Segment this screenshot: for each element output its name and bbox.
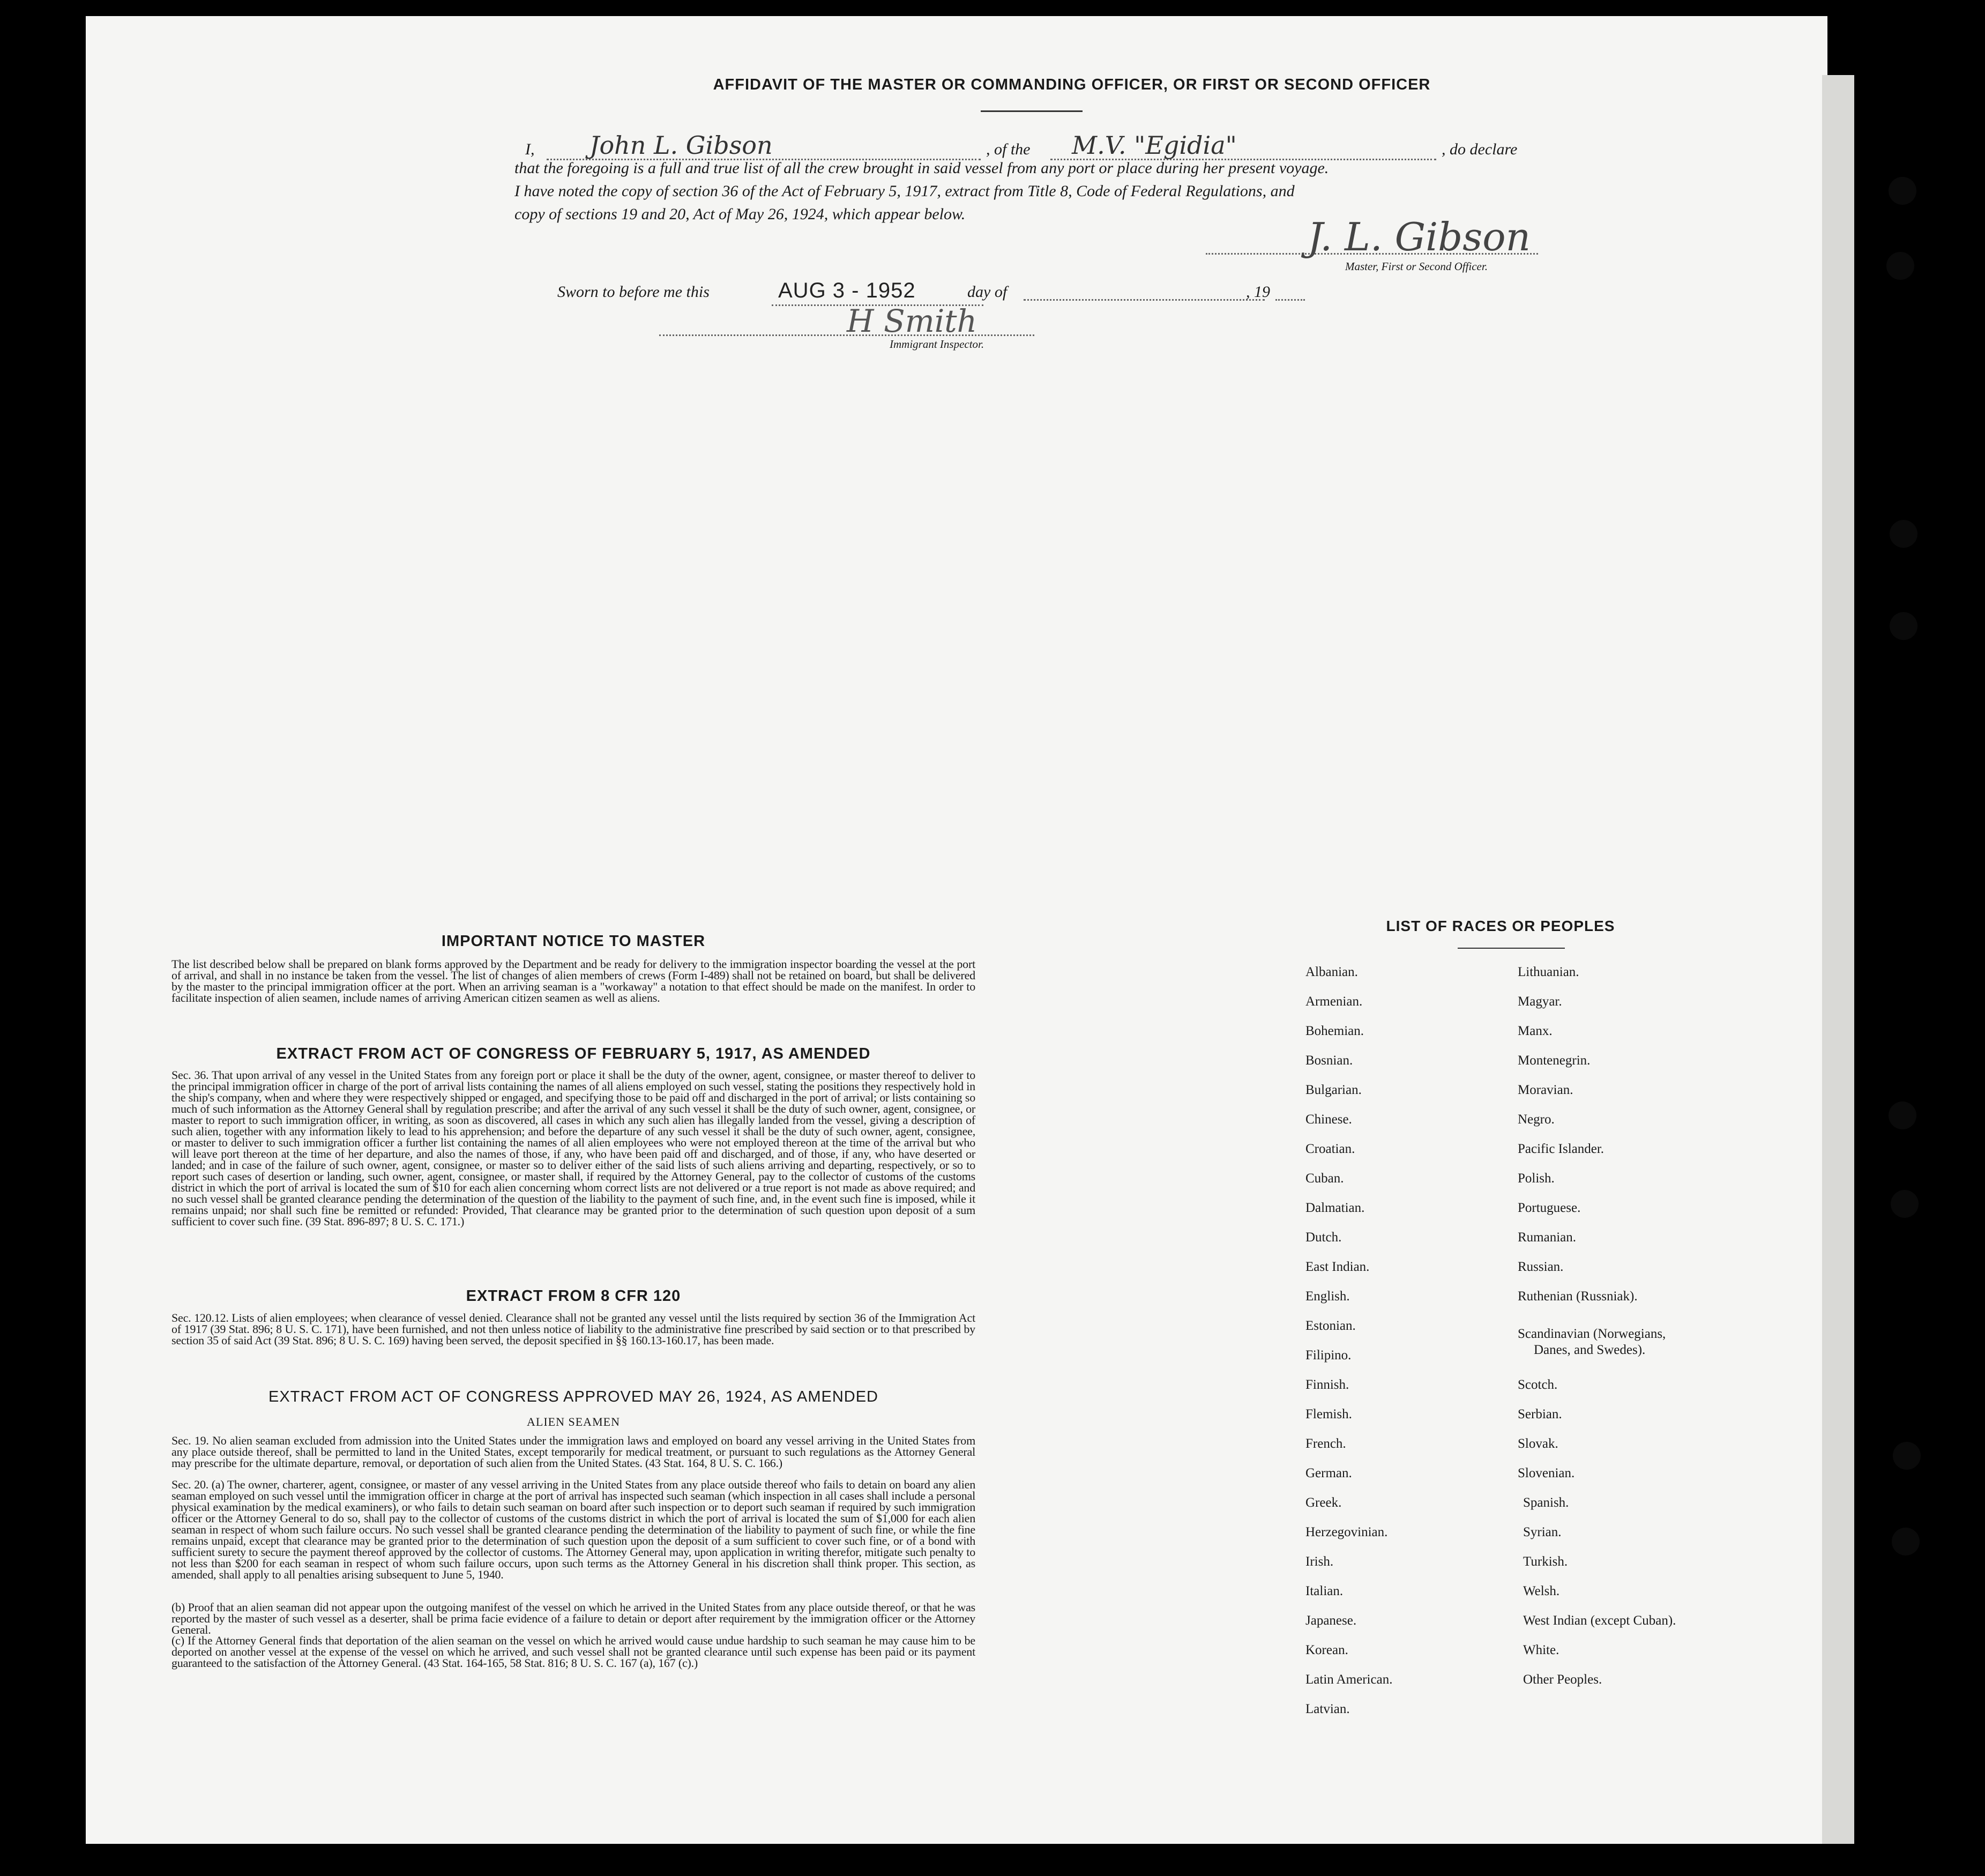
race-left-19: Greek. bbox=[1305, 1495, 1342, 1510]
punch-hole-8 bbox=[1892, 1528, 1920, 1555]
race-right-9: Portuguese. bbox=[1518, 1201, 1581, 1215]
race-left-2: Armenian. bbox=[1305, 994, 1363, 1009]
master-signature: J. L. Gibson bbox=[1308, 214, 1531, 259]
race-left-26: Latvian. bbox=[1305, 1702, 1350, 1716]
race-left-24: Korean. bbox=[1305, 1643, 1348, 1657]
race-right-24: White. bbox=[1523, 1643, 1559, 1657]
vessel-name-field bbox=[1050, 131, 1436, 160]
vessel-name: M.V. "Egidia" bbox=[1072, 131, 1237, 160]
sec-20b-text: (b) Proof that an alien seaman did not appear upon the outgoing manifest of the vessel on which he arrived in the United States from any place outside thereof, or that he was reported by the master of such vessel as a deserter, shall be prima facie evidence of a failure to detain or deport after requirement by the immigration officer or the Attorney General. bbox=[171, 1600, 975, 1636]
race-right-14: Danes, and Swedes). bbox=[1534, 1343, 1646, 1357]
sec-20c-text: (c) If the Attorney General finds that deportation of the alien seaman on the vessel on which he arrived would cause undue hardship to such seaman he may cause him to be deported on another vessel at the expense of the vessel on which he arrived, and such vessel shall not be granted clearance until such expense has been paid or its payment guaranteed to the satisfaction of the Attorney General. (43 Stat. 164-165, 58 Stat. 816; 8 U. S. C. 167 (a), 167 (c).) bbox=[171, 1634, 975, 1670]
race-right-11: Russian. bbox=[1518, 1260, 1564, 1274]
punch-hole-6 bbox=[1891, 1190, 1919, 1218]
affidavit-line-3: I have noted the copy of section 36 of the Act of February 5, 1917, extract from Title 8, Code of Federal Regulations, and bbox=[514, 182, 1295, 200]
sec-19-text: Sec. 19. No alien seaman excluded from admission into the United States under the immigration laws and employed on board any vessel arriving in the United States from any place outside thereof, shall be permitted to land in the United States, except temporarily for medical treatment, or pursuant to such regulations as the Attorney General may prescribe for the ultimate departure, removal, or deportation of such alien from the United States. (43 Stat. 164, 8 U. S. C. 166.) bbox=[171, 1434, 975, 1470]
affidavit-line-2: that the foregoing is a full and true list of all the crew brought in said vessel from any port or place during her present voyage. bbox=[514, 159, 1329, 177]
punch-hole-5 bbox=[1889, 1101, 1916, 1129]
race-left-15: Finnish. bbox=[1305, 1378, 1349, 1392]
race-left-22: Italian. bbox=[1305, 1584, 1344, 1598]
page-edge bbox=[1822, 75, 1854, 1844]
title-rule bbox=[981, 110, 1083, 112]
race-right-25: Other Peoples. bbox=[1523, 1672, 1602, 1687]
i-label: I, bbox=[525, 140, 535, 158]
race-right-21: Turkish. bbox=[1523, 1554, 1568, 1569]
race-left-9: Dalmatian. bbox=[1305, 1201, 1365, 1215]
race-right-6: Negro. bbox=[1518, 1112, 1555, 1127]
extract-cfr-body: Sec. 120.12. Lists of alien employees; when clearance of vessel denied. Clearance shall not be granted any vessel until the lists required by section 36 of the Immigration Act of 1917 (39 Stat. 896; 8 U. S. C. 171), have been furnished, and not then unless notice of liability to the administrative fine prescribed by said section or to that prescribed by section 35 of said Act (39 Stat. 896; 8 U. S. C. 169) having been served, the deposit specified in §§ 160.13-160.17, has been made. bbox=[171, 1311, 975, 1347]
extract-1917-body: Sec. 36. That upon arrival of any vessel in the United States from any foreign port or place it shall be the duty of the owner, agent, consignee, or master thereof to deliver to the principal immigration officer in charge of the port of arrival lists containing the names of all aliens employed on such vessel, stating the positions they respectively hold in the ship's company, when and where they were respectively shipped or engaged, and specifying those to be paid off and discharged in the port of arrival; or lists containing so much of such information as the Attorney General shall by regulation prescribe; and after the arrival of any such vessel it shall be the duty of such owner, agent, consignee, or master to report to such immigration officer, in writing, as soon as discovered, all cases in which any such alien has illegally landed from the vessel, giving a description of such alien, together with any information likely to lead to his apprehension; and before the departure of any such vessel it shall be the duty of such owner, agent, consignee, or master to deliver to such immigration officer a further list containing the names of all alien employees who were not employed thereon at the time of the arrival but who will leave port thereon at the time of her departure, and also the names of those, if any, who have been paid off and discharged, and of those, if any, who have deserted or landed; and in case of the failure of such owner, agent, consignee, or master so to deliver either of the said lists of such aliens arriving and departing, respectively, or so to report such cases of desertion or landing, such owner, agent, consignee, or master shall, if required by the Attorney General, pay to the collector of customs of the customs district in which the port of arrival is located the sum of $10 for each alien concerning whom correct lists are not delivered or a true report is not made as above required; and no such vessel shall be granted clearance pending the determination of the question of the liability to the payment of such fine, and, in the event such fine is imposed, while it remains unpaid; nor shall such fine be remitted or refunded: Provided, That clearance may be granted prior to the determination of such question upon deposit of a sum sufficient to cover such fine. (39 Stat. 896-897; 8 U. S. C. 171.) bbox=[171, 1068, 975, 1228]
master-signature-caption: Master, First or Second Officer. bbox=[1345, 260, 1488, 273]
sworn-label: Sworn to before me this bbox=[557, 283, 710, 301]
race-left-4: Bosnian. bbox=[1305, 1053, 1353, 1068]
race-left-14: Filipino. bbox=[1305, 1348, 1352, 1363]
year-prefix: , 19 bbox=[1246, 283, 1270, 301]
extract-1924-title: EXTRACT FROM ACT OF CONGRESS APPROVED MAY 26, 1924, AS AMENDED bbox=[268, 1388, 878, 1405]
race-right-17: Slovak. bbox=[1518, 1436, 1558, 1451]
race-left-18: German. bbox=[1305, 1466, 1352, 1480]
race-right-5: Moravian. bbox=[1518, 1083, 1573, 1097]
race-right-13: Scandinavian (Norwegians, bbox=[1518, 1327, 1666, 1341]
race-right-22: Welsh. bbox=[1523, 1584, 1560, 1598]
race-left-13: Estonian. bbox=[1305, 1319, 1356, 1333]
race-right-18: Slovenian. bbox=[1518, 1466, 1575, 1480]
punch-hole-3 bbox=[1890, 520, 1917, 548]
race-right-23: West Indian (except Cuban). bbox=[1523, 1613, 1676, 1628]
affidavit-line-4: copy of sections 19 and 20, Act of May 26, 1924, which appear below. bbox=[514, 205, 966, 223]
race-left-21: Irish. bbox=[1305, 1554, 1334, 1569]
do-declare-label: , do declare bbox=[1442, 140, 1518, 158]
race-left-8: Cuban. bbox=[1305, 1171, 1344, 1186]
race-left-17: French. bbox=[1305, 1436, 1346, 1451]
race-left-5: Bulgarian. bbox=[1305, 1083, 1362, 1097]
race-right-20: Syrian. bbox=[1523, 1525, 1562, 1539]
race-left-6: Chinese. bbox=[1305, 1112, 1352, 1127]
of-the-label: , of the bbox=[986, 140, 1031, 158]
notice-title: IMPORTANT NOTICE TO MASTER bbox=[441, 933, 706, 950]
race-right-15: Scotch. bbox=[1518, 1378, 1558, 1392]
extract-1924-subtitle: ALIEN SEAMEN bbox=[527, 1415, 620, 1428]
race-left-10: Dutch. bbox=[1305, 1230, 1342, 1245]
notice-body: The list described below shall be prepared on blank forms approved by the Department and be ready for delivery to the immigration inspector boarding the vessel at the port of arrival, and shall in no instance be taken from the vessel. The list of changes of alien members of crews (Form I-489) shall not be retained on board, but shall be delivered by the master to the principal immigration officer at the port. When an arriving seaman is a "workaway" a notation to that effect should be made on the manifest. In order to facilitate inspection of alien seamen, include names of arriving American citizen seamen as well as aliens. bbox=[171, 957, 975, 1004]
race-left-3: Bohemian. bbox=[1305, 1024, 1364, 1038]
race-left-25: Latin American. bbox=[1305, 1672, 1393, 1687]
inspector-caption: Immigrant Inspector. bbox=[890, 338, 984, 351]
punch-hole-2 bbox=[1886, 252, 1914, 280]
races-title: LIST OF RACES OR PEOPLES bbox=[1386, 918, 1615, 934]
race-right-19: Spanish. bbox=[1523, 1495, 1569, 1510]
year-field bbox=[1275, 299, 1305, 301]
race-left-20: Herzegovinian. bbox=[1305, 1525, 1388, 1539]
race-right-7: Pacific Islander. bbox=[1518, 1142, 1605, 1156]
master-name-field bbox=[547, 131, 981, 160]
race-right-3: Manx. bbox=[1518, 1024, 1553, 1038]
month-field bbox=[1024, 299, 1265, 301]
race-left-23: Japanese. bbox=[1305, 1613, 1357, 1628]
race-right-10: Rumanian. bbox=[1518, 1230, 1577, 1245]
master-name: John L. Gibson bbox=[589, 131, 773, 160]
race-right-8: Polish. bbox=[1518, 1171, 1555, 1186]
race-right-2: Magyar. bbox=[1518, 994, 1562, 1009]
race-right-4: Montenegrin. bbox=[1518, 1053, 1591, 1068]
sworn-date-field bbox=[772, 279, 983, 306]
punch-hole-1 bbox=[1889, 177, 1916, 205]
race-left-11: East Indian. bbox=[1305, 1260, 1370, 1274]
sworn-date-stamp: AUG 3 - 1952 bbox=[778, 279, 916, 302]
affidavit-title: AFFIDAVIT OF THE MASTER OR COMMANDING OFFICER, OR FIRST OR SECOND OFFICER bbox=[713, 76, 1431, 93]
race-right-16: Serbian. bbox=[1518, 1407, 1562, 1421]
day-of-label: day of bbox=[967, 283, 1008, 301]
races-title-rule bbox=[1458, 948, 1565, 949]
punch-hole-4 bbox=[1890, 612, 1917, 640]
extract-1917-title: EXTRACT FROM ACT OF CONGRESS OF FEBRUARY 5, 1917, AS AMENDED bbox=[276, 1045, 871, 1062]
punch-hole-7 bbox=[1893, 1442, 1921, 1470]
race-left-12: English. bbox=[1305, 1289, 1350, 1304]
race-right-12: Ruthenian (Russniak). bbox=[1518, 1289, 1638, 1304]
extract-cfr-title: EXTRACT FROM 8 CFR 120 bbox=[466, 1287, 681, 1305]
race-right-1: Lithuanian. bbox=[1518, 965, 1579, 979]
race-left-16: Flemish. bbox=[1305, 1407, 1352, 1421]
sec-20a-text: Sec. 20. (a) The owner, charterer, agent, consignee, or master of any vessel arriving in the United States from any place outside thereof who fails to detain on board any alien seaman employed on such vessel until the immigration officer in charge at the port of arrival has inspected such seaman (which inspection in all cases shall include a personal physical examination by the medical examiners), or who fails to detain such seaman on board after such inspection or to deport such seaman if required by such immigration officer or the Attorney General to do so, shall pay to the collector of customs of the customs district in which the port of arrival is located the sum of $1,000 for each alien seaman in respect of whom such failure occurs. No such vessel shall be granted clearance pending the determination of the liability to payment of such fine, or while the fine remains unpaid, except that clearance may be granted prior to the determination of such question upon the deposit of a sum sufficient to cover such fine, or of a bond with sufficient surety to secure the payment thereof approved by the collector of customs. The Attorney General may, upon application in writing therefor, mitigate such penalty to not less than $200 for each seaman in respect of whom such failure occurs, upon such terms as the Attorney General in his discretion shall think proper. This section, as amended, shall apply to all penalties arising subsequent to June 5, 1940. bbox=[171, 1478, 975, 1581]
inspector-signature: H Smith bbox=[847, 303, 977, 339]
race-left-7: Croatian. bbox=[1305, 1142, 1355, 1156]
race-left-1: Albanian. bbox=[1305, 965, 1358, 979]
